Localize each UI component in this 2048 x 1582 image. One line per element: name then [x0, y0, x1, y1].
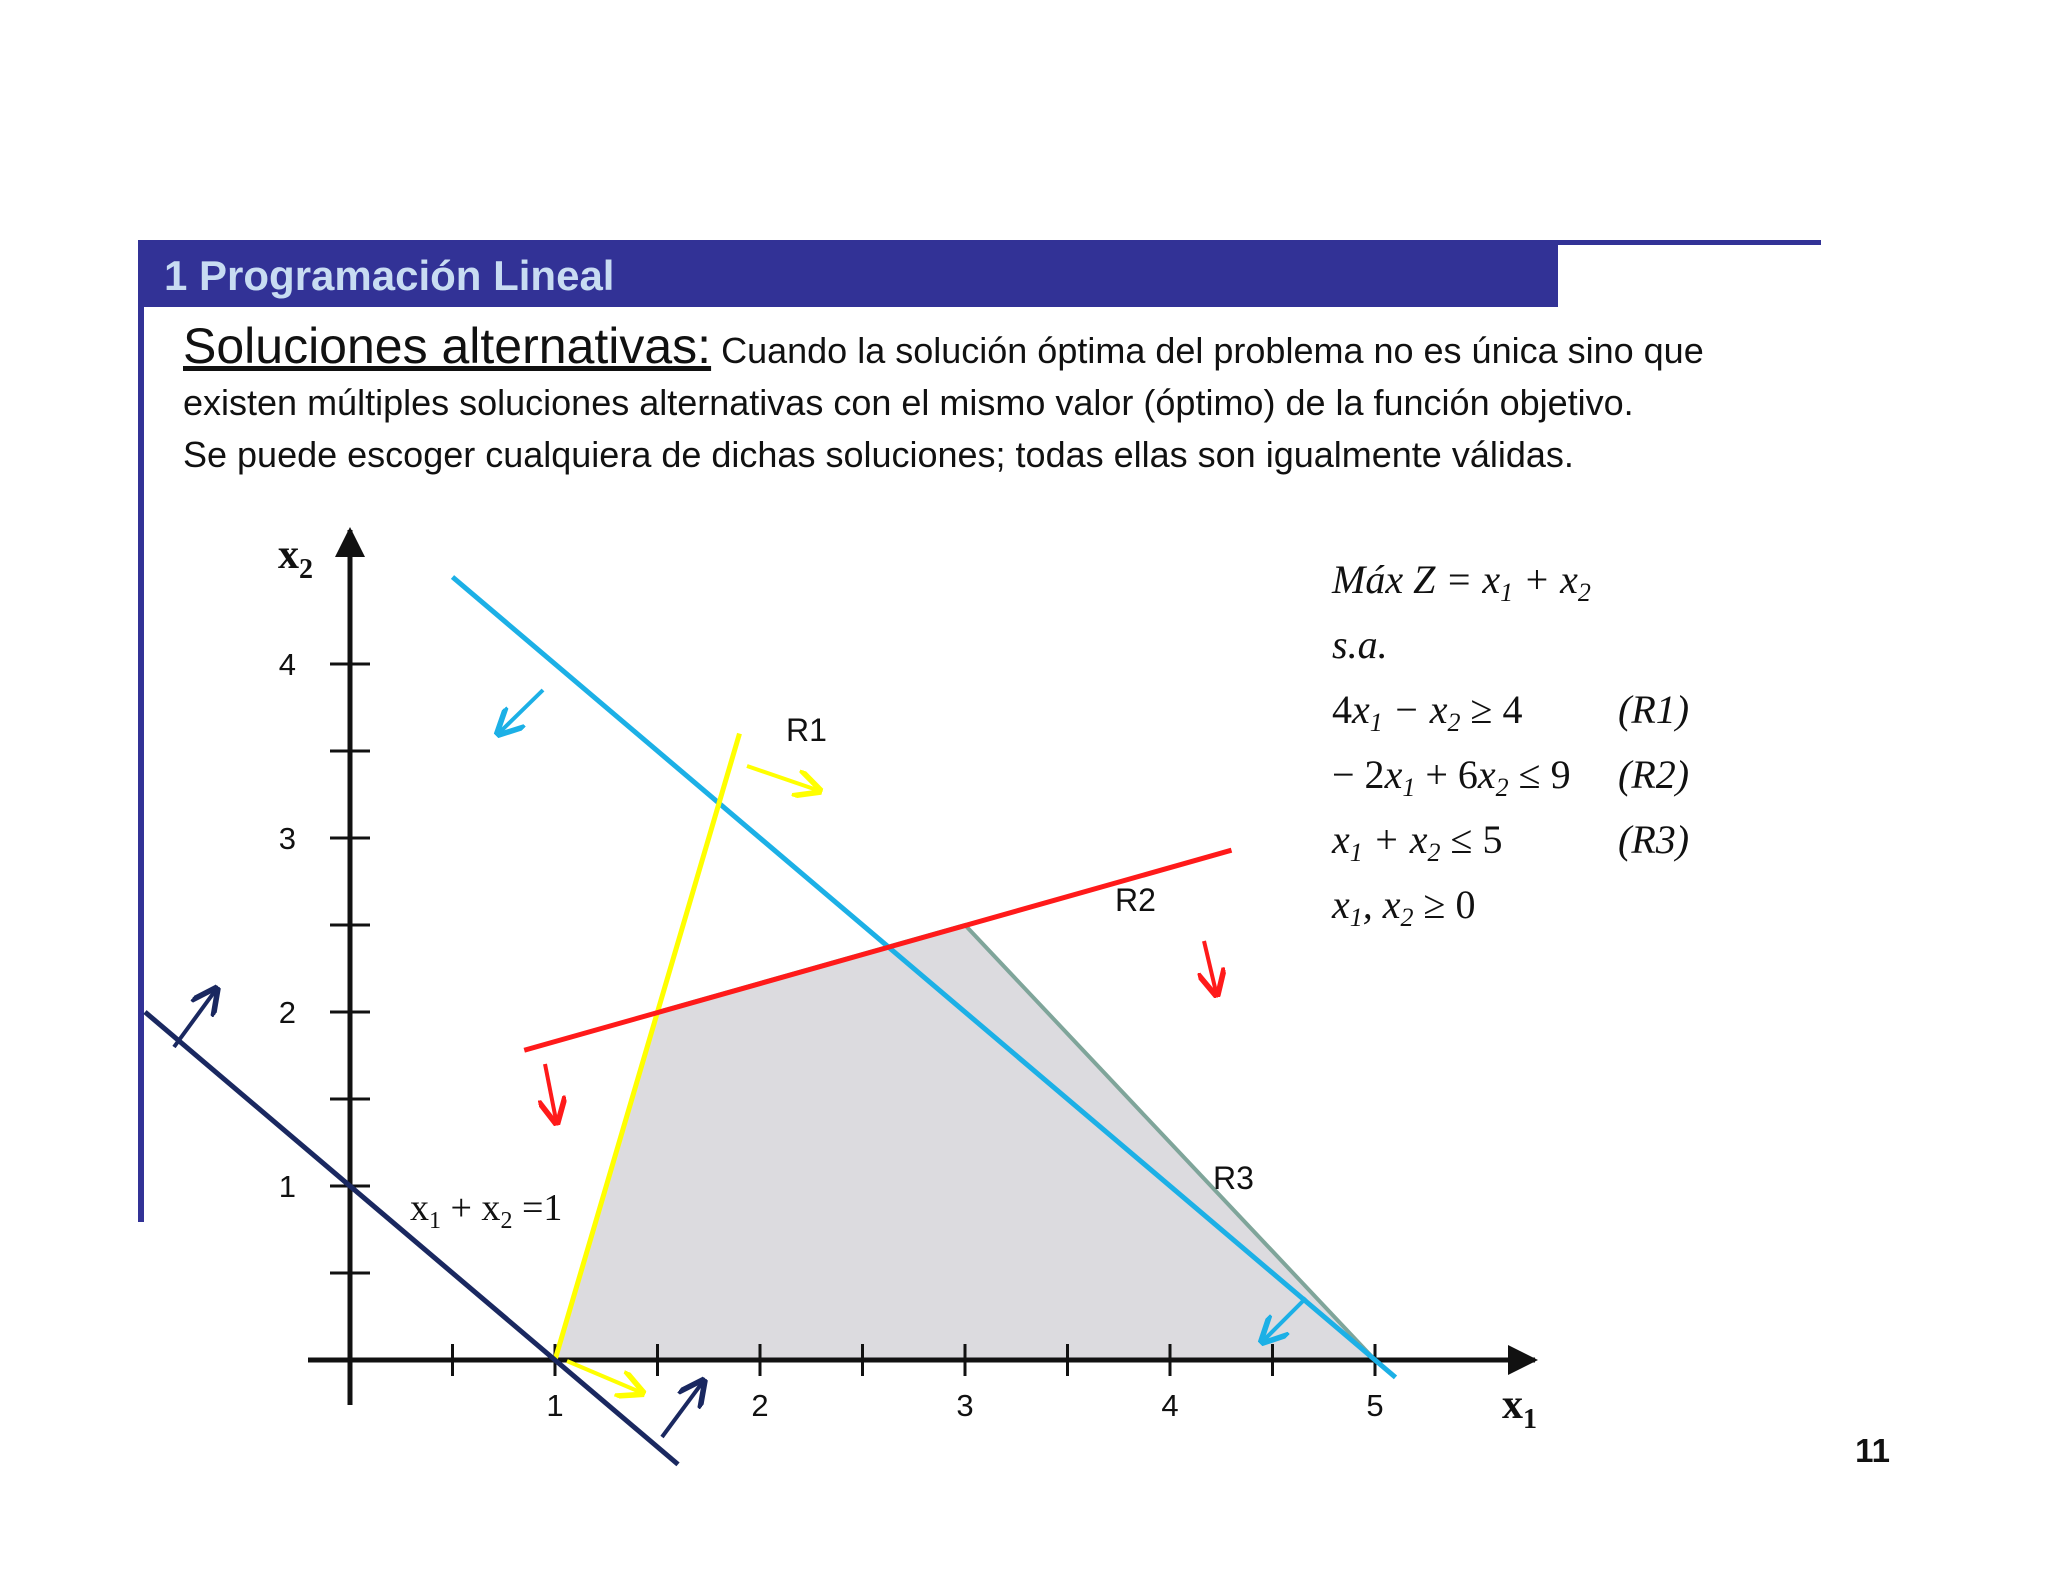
subject-to: s.a. [1332, 622, 1388, 667]
x-tick-label: 2 [751, 1388, 769, 1423]
label-r2: R2 [1115, 882, 1156, 918]
model-formulation [1331, 557, 1689, 932]
constraint-r2-tag: (R2) [1618, 752, 1690, 797]
y-ticks [279, 647, 370, 1273]
x-axis-title: $x_1$ [1502, 1382, 1537, 1435]
page-number: 11 [1855, 1432, 1890, 1469]
x-tick-label: 5 [1366, 1388, 1384, 1423]
x-tick-label: 3 [956, 1388, 974, 1423]
constraint-r1-tag: (R1) [1618, 687, 1690, 732]
y-tick-label: 4 [278, 647, 296, 682]
constraint-r1: $4x_1 - x_2 \ge 4$ [1332, 687, 1523, 737]
y-tick-label: 2 [278, 995, 296, 1030]
intro-line-2: existen múltiples soluciones alternativas con el mismo valor (óptimo) de la función objetivo. [183, 382, 1634, 423]
r2-direction-arrow-left [545, 1064, 556, 1120]
x-tick-label: 1 [546, 1388, 564, 1423]
objective-line-label: $x_1 + x_2 =1$ [410, 1187, 563, 1234]
nonnegativity: $x_1$, $x_2 \ge 0$ [1332, 882, 1476, 932]
objective-direction-arrow-lower [662, 1383, 702, 1437]
feasible-region [555, 925, 1375, 1360]
x-tick-label: 4 [1161, 1388, 1179, 1423]
intro-line-3: Se puede escoger cualquiera de dichas soluciones; todas ellas son igualmente válidas. [183, 434, 1574, 475]
y-axis-title: $x_2$ [278, 532, 313, 585]
intro-heading: Soluciones alternativas: [183, 318, 712, 374]
label-r3: R3 [1213, 1160, 1254, 1196]
intro-line-1: Cuando la solución óptima del problema no es única sino que [721, 330, 1704, 371]
y-tick-label: 3 [278, 821, 296, 856]
constraint-r2: − $2x_1 + 6x_2 \le 9$ [1332, 752, 1571, 802]
constraint-r3: $x_1 + x_2 \le 5$ [1332, 817, 1503, 867]
objective-function: Máx $Z = x_1 + x_2$ [1332, 557, 1591, 607]
label-r1: R1 [786, 712, 827, 748]
r2-direction-arrow [1204, 941, 1216, 992]
y-tick-label: 1 [278, 1169, 296, 1204]
r3-direction-arrow [500, 690, 543, 732]
objective-direction-arrow [174, 991, 215, 1047]
section-title: 1 Programación Lineal [164, 252, 615, 299]
r1-direction-arrow [747, 766, 817, 790]
constraint-r3-tag: (R3) [1618, 817, 1690, 862]
